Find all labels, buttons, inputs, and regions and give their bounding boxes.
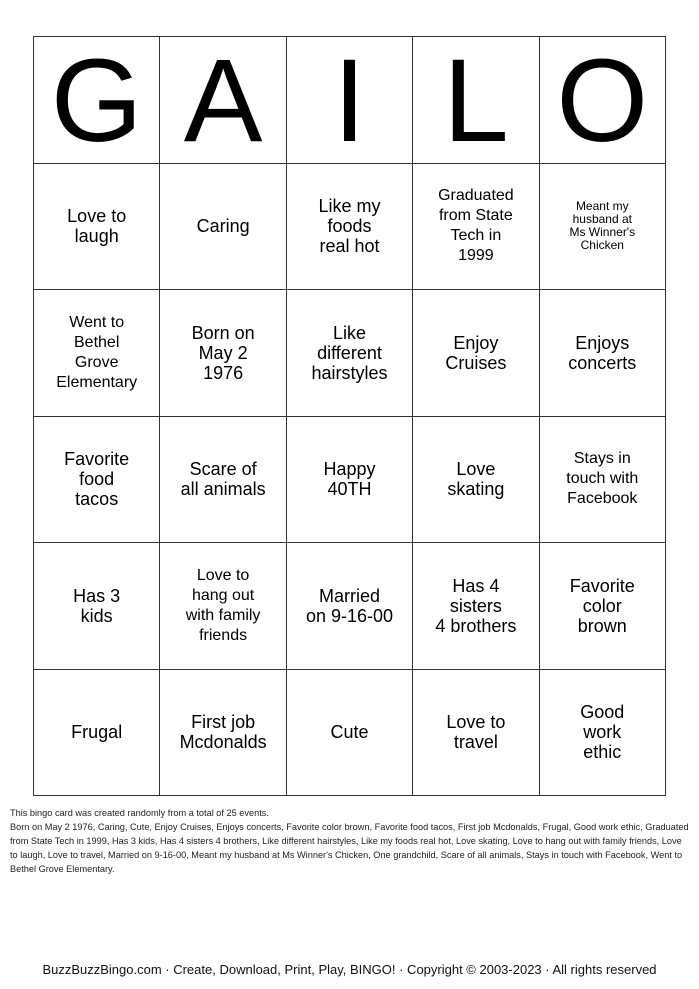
header-letter-i: I: [287, 37, 413, 164]
bingo-square: Favorite color brown: [540, 543, 666, 670]
description-event-list: Born on May 2 1976, Caring, Cute, Enjoy Cruises, Enjoys concerts, Favorite color brown, Favorite food tacos, First job Mcdonalds, Frugal, Good work ethic, Graduated from State Tech in 1999, Has 3 kids, Has 4 sisters 4 brothers, Like different hairstyles, Like my foods real hot, Love skating, Love to hang out with family friends, Love to laugh, Love to travel, Married on 9-16-00, Meant my husband at Ms Winner's Chicken, One grandchild, Scare of all animals, Stays in touch with Facebook, Went to Bethel Grove Elementary.: [10, 822, 689, 874]
description-summary: This bingo card was created randomly from a total of 25 events.: [10, 808, 269, 818]
bingo-square: Frugal: [34, 670, 160, 797]
header-letter-l: L: [413, 37, 539, 164]
bingo-square: Meant my husband at Ms Winner's Chicken: [540, 164, 666, 291]
bingo-square: Favorite food tacos: [34, 417, 160, 544]
bingo-square: Good work ethic: [540, 670, 666, 797]
bingo-square: Has 3 kids: [34, 543, 160, 670]
footer-copyright: BuzzBuzzBingo.com · Create, Download, Print, Play, BINGO! · Copyright © 2003-2023 · All rights reserved: [42, 962, 657, 977]
header-letter-a: A: [160, 37, 286, 164]
bingo-square: Love to hang out with family friends: [160, 543, 286, 670]
bingo-square: Stays in touch with Facebook: [540, 417, 666, 544]
header-letter-o: O: [540, 37, 666, 164]
bingo-card: [33, 36, 666, 796]
header-letter-g: G: [34, 37, 160, 164]
bingo-square: Enjoy Cruises: [413, 290, 539, 417]
bingo-square: Love to travel: [413, 670, 539, 797]
bingo-square: Love skating: [413, 417, 539, 544]
bingo-square: Cute: [287, 670, 413, 797]
bingo-square: Scare of all animals: [160, 417, 286, 544]
bingo-square: Has 4 sisters 4 brothers: [413, 543, 539, 670]
bingo-square: Married on 9-16-00: [287, 543, 413, 670]
bingo-square: Born on May 2 1976: [160, 290, 286, 417]
bingo-square: Like my foods real hot: [287, 164, 413, 291]
bingo-square: Went to Bethel Grove Elementary: [34, 290, 160, 417]
card-description: [10, 806, 690, 876]
bingo-square: Caring: [160, 164, 286, 291]
bingo-square: Graduated from State Tech in 1999: [413, 164, 539, 291]
bingo-square: Love to laugh: [34, 164, 160, 291]
bingo-square: Like different hairstyles: [287, 290, 413, 417]
bingo-square: First job Mcdonalds: [160, 670, 286, 797]
bingo-square: Happy 40TH: [287, 417, 413, 544]
bingo-square: Enjoys concerts: [540, 290, 666, 417]
